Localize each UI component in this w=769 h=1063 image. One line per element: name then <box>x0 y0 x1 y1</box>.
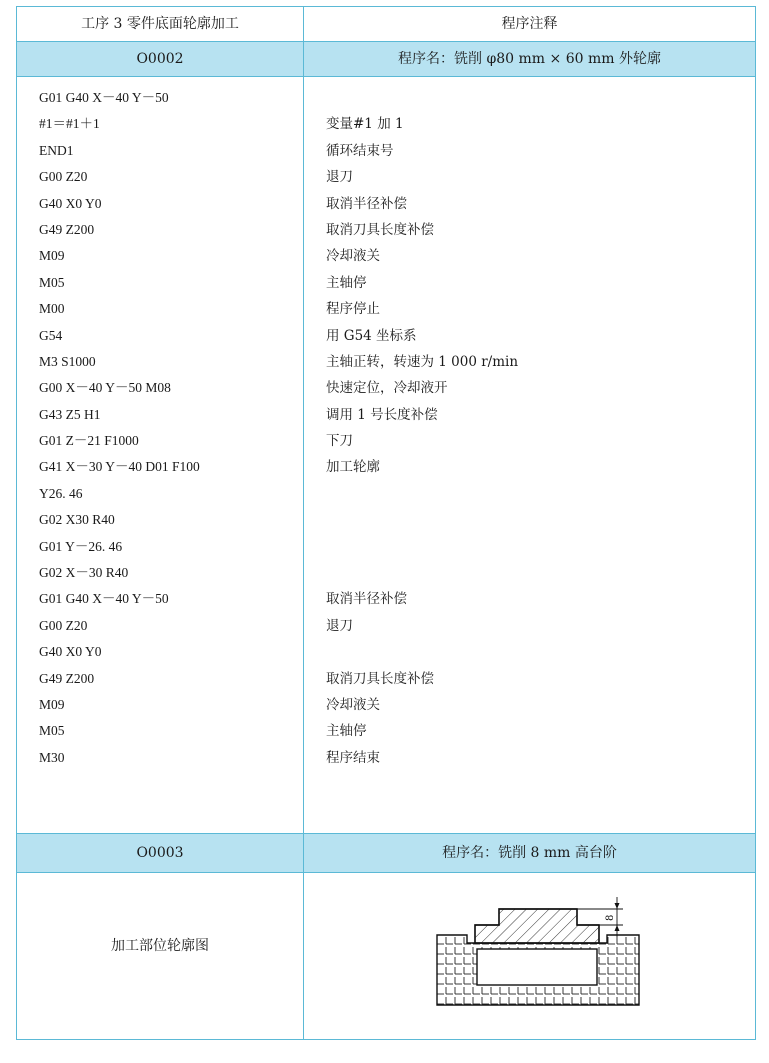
code-line: G40 X0 Y0 <box>39 644 102 660</box>
code-line: G02 X－30 R40 <box>39 565 129 581</box>
code-line: M3 S1000 <box>39 353 96 369</box>
contour-figure <box>427 895 657 1010</box>
comment-line: 退刀 <box>326 169 353 186</box>
code-column <box>39 85 200 771</box>
comment-line <box>326 534 518 560</box>
code-line: G00 Z20 <box>39 617 88 633</box>
comment-line <box>326 560 518 586</box>
column-divider <box>303 7 304 1039</box>
code-line: G01 Z－21 F1000 <box>39 433 139 449</box>
code-line: G02 X30 R40 <box>39 512 115 528</box>
comment-line <box>326 639 518 665</box>
comment-line <box>326 481 518 507</box>
comment-line: 加工轮廓 <box>326 459 380 476</box>
comment-line: 快速定位，冷却液开 <box>326 380 448 397</box>
code-line: M00 <box>39 301 65 317</box>
comment-line: 冷却液关 <box>326 696 380 713</box>
dimension-label: 8 <box>605 914 616 921</box>
comment-line: 退刀 <box>326 617 353 634</box>
comment-line: 取消刀具长度补偿 <box>326 221 434 238</box>
program-table <box>16 6 756 1040</box>
code-line: M09 <box>39 696 65 712</box>
comment-line: 取消半径补偿 <box>326 195 407 212</box>
comment-line: 用 G54 坐标系 <box>326 327 417 344</box>
comment-line: 主轴停 <box>326 723 367 740</box>
comment-line: 循环结束号 <box>326 142 394 159</box>
header-process: 工序 3 零件底面轮廓加工 <box>81 16 239 32</box>
comment-line: 主轴正转，转速为 1 000 r/min <box>326 353 519 370</box>
comment-line: 取消刀具长度补偿 <box>326 670 434 687</box>
code-line: #1＝#1＋1 <box>39 116 100 132</box>
code-line: G49 Z200 <box>39 670 95 686</box>
code-line: G43 Z5 H1 <box>39 406 101 422</box>
comment-line: 冷却液关 <box>326 248 380 265</box>
code-line: G40 X0 Y0 <box>39 195 102 211</box>
comment-line: 主轴停 <box>326 274 367 291</box>
comment-line: 程序结束 <box>326 749 380 766</box>
code-line: M09 <box>39 248 65 264</box>
code-line: Y26. 46 <box>39 485 83 501</box>
code-line: M05 <box>39 723 65 739</box>
comment-line: 调用 1 号长度补偿 <box>326 406 438 423</box>
comment-line: 下刀 <box>326 433 353 450</box>
code-line: G01 Y－26. 46 <box>39 538 123 554</box>
comment-line: 变量#1 加 1 <box>326 116 404 133</box>
program1-number: O0002 <box>136 51 184 67</box>
program2-number: O0003 <box>136 845 184 861</box>
code-line: G00 X－40 Y－50 M08 <box>39 380 171 396</box>
code-line: G49 Z200 <box>39 221 95 237</box>
code-line: M30 <box>39 749 65 765</box>
code-line: G00 Z20 <box>39 169 88 185</box>
program2-name: 程序名：铣削 8 mm 高台阶 <box>442 845 617 861</box>
comment-line: 程序停止 <box>326 301 380 318</box>
code-line: G41 X－30 Y－40 D01 F100 <box>39 459 200 475</box>
figure-label: 加工部位轮廓图 <box>111 938 209 954</box>
code-line: M05 <box>39 274 65 290</box>
comment-line <box>326 507 518 533</box>
program1-name: 程序名：铣削 φ80 mm × 60 mm 外轮廓 <box>398 51 661 67</box>
code-line: G01 G40 X－40 Y－50 <box>39 591 169 607</box>
comment-line: 取消半径补偿 <box>326 591 407 608</box>
divider <box>17 76 755 77</box>
code-line: G54 <box>39 327 63 343</box>
comment-column <box>326 85 518 771</box>
header-comment: 程序注释 <box>501 16 558 32</box>
code-line: G01 G40 X－40 Y－50 <box>39 90 169 105</box>
divider <box>17 872 755 873</box>
code-line: END1 <box>39 142 74 158</box>
comment-line <box>326 85 518 111</box>
